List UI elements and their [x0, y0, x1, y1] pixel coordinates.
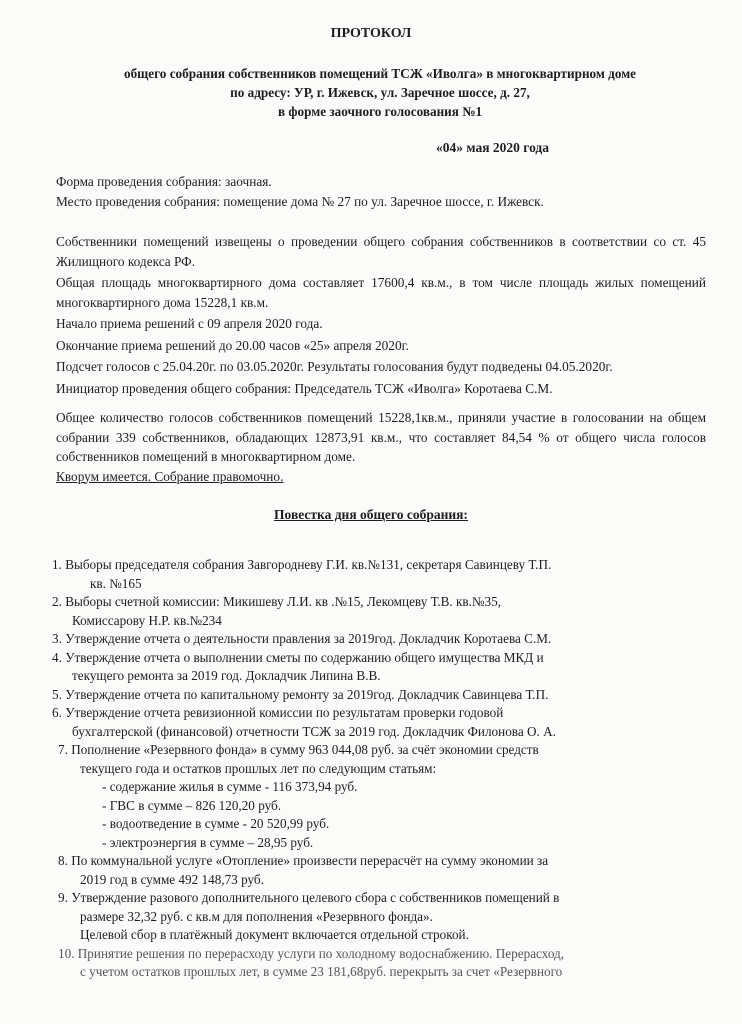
meeting-form: Форма проведения собрания: заочная. [56, 174, 272, 189]
agenda-item-7-sub: - ГВС в сумме – 826 120,20 руб. [102, 797, 282, 813]
area-text: Общая площадь многоквартирного дома составляет 17600,4 кв.м., в том числе площадь жилых помещений многоквартирного дома 15228,1 кв.м. [56, 275, 706, 310]
agenda-item-9: 9. Утверждение разового дополнительного целевого сбора с собственников помещений в [58, 890, 560, 905]
document-date: «04» мая 2020 года [436, 140, 550, 155]
meeting-info [56, 172, 706, 211]
agenda-item-7-sub: - содержание жилья в сумме - 116 373,94 руб. [102, 779, 358, 794]
count-text: Подсчет голосов с 25.04.20г. по 03.05.2020г. Результаты голосования будут подведены 04.05.2020г. [56, 359, 613, 374]
agenda-item-7-sub: - водоотведение в сумме - 20 520,99 руб. [102, 816, 330, 831]
agenda-item-4: 4. Утверждение отчета о выполнении сметы по содержанию общего имущества МКД и [52, 649, 544, 665]
agenda-item-5: 5. Утверждение отчета по капитальному ремонту за 2019год. Докладчик Савинцева Т.П. [52, 686, 549, 702]
agenda-list [52, 556, 652, 982]
start-text: Начало приема решений с 09 апреля 2020 года. [56, 316, 323, 331]
agenda-item-9-cont: размере 32,32 руб. с кв.м для пополнения «Резервного фонда». [80, 908, 433, 924]
agenda-item-8-cont: 2019 год в сумме 492 148,73 руб. [80, 871, 264, 887]
agenda-item-4-cont: текущего ремонта за 2019 год. Докладчик Липина В.В. [72, 668, 381, 683]
agenda-item-9-note: Целевой сбор в платёжный документ включается отдельной строкой. [80, 927, 469, 942]
agenda-item-6-cont: бухгалтерской (финансовой) отчетности ТСЖ за 2019 год. Докладчик Филонова О. А. [72, 723, 556, 739]
subtitle-line: в форме заочного голосования №1 [277, 104, 483, 119]
meeting-details [56, 232, 706, 398]
notice-text: Собственники помещений извещены о проведении общего собрания собственников в соответствии со ст. 45 Жилищного кодекса РФ. [56, 234, 706, 269]
agenda-item-2: 2. Выборы счетной комиссии: Микишеву Л.И. кв .№15, Лекомцеву Т.В. кв.№35, [52, 594, 502, 609]
initiator-text: Инициатор проведения общего собрания: Председатель ТСЖ «Иволга» Коротаева С.М. [56, 380, 553, 396]
subtitle-line: общего собрания собственников помещений ТСЖ «Иволга» в многоквартирном доме [123, 66, 637, 81]
end-text: Окончание приема решений до 20.00 часов «25» апреля 2020г. [56, 337, 409, 353]
meeting-place: Место проведения собрания: помещение дома № 27 по ул. Заречное шоссе, г. Ижевск. [56, 193, 544, 209]
agenda-item-7-sub: - электроэнергия в сумме – 28,95 руб. [102, 834, 314, 850]
agenda-item-10: 10. Принятие решения по перерасходу услуги по холодному водоснабжению. Перерасход, [58, 945, 565, 961]
agenda-item-7-cont: текущего года и остатков прошлых лет по следующим статьям: [80, 760, 437, 776]
agenda-item-6: 6. Утверждение отчета ревизионной комиссии по результатам проверки годовой [52, 705, 504, 720]
agenda-item-7: 7. Пополнение «Резервного фонда» в сумму 963 044,08 руб. за счёт экономии средств [58, 742, 539, 757]
agenda-item-10-cont: с учетом остатков прошлых лет, в сумме 23 181,68руб. перекрыть за счет «Резервного [80, 964, 563, 979]
agenda-item-1-cont: кв. №165 [90, 575, 142, 591]
agenda-item-2-cont: Комиссарову Н.Р. кв.№234 [72, 612, 222, 628]
document-subtitle [60, 64, 700, 121]
quorum-text: Общее количество голосов собственников помещений 15228,1кв.м., приняли участие в голосовании на общем собрании 339 собственников, обладающих 12873,91 кв.м., что составляет 84,54 % от общего числа голосов собственников помещений в многоквартирном доме. [56, 410, 706, 464]
document-title: ПРОТОКОЛ [330, 26, 412, 41]
agenda-item-1: 1. Выборы председателя собрания Завгородневу Г.И. кв.№131, секретаря Савинцеву Т.П. [52, 557, 552, 572]
agenda-item-8: 8. По коммунальной услуге «Отопление» произвести перерасчёт на сумму экономии за [58, 853, 549, 868]
subtitle-line: по адресу: УР, г. Ижевск, ул. Заречное шоссе, д. 27, [230, 85, 530, 100]
quorum-section [56, 408, 706, 486]
quorum-status: Кворум имеется. Собрание правомочно. [56, 468, 284, 484]
agenda-item-3: 3. Утверждение отчета о деятельности правления за 2019год. Докладчик Коротаева С.М. [52, 631, 552, 646]
agenda-heading: Повестка дня общего собрания: [274, 507, 468, 522]
